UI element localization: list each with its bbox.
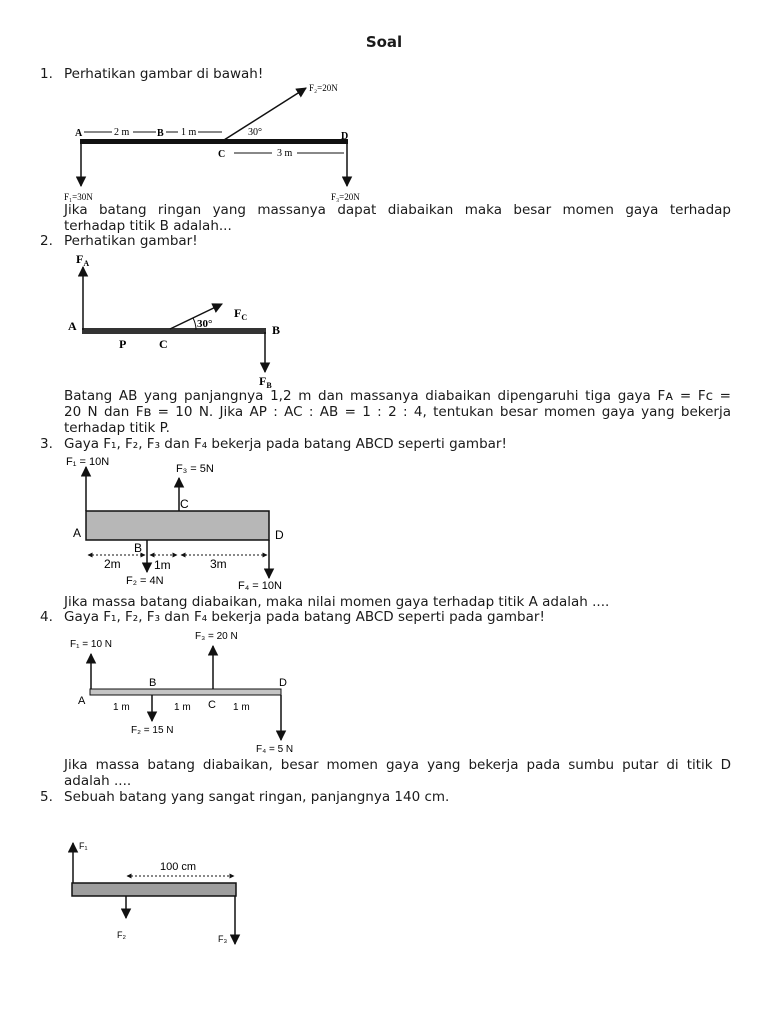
q1-figure bbox=[0, 75, 768, 205]
q3-f1-label: F₁ = 10N bbox=[66, 456, 110, 468]
q4-beam bbox=[90, 689, 281, 695]
q2-prompt: Perhatikan gambar! bbox=[64, 233, 198, 249]
q4-f3-label: F₃ = 20 N bbox=[195, 631, 238, 642]
q2-label-a: A bbox=[68, 319, 77, 333]
q4-label-b: B bbox=[149, 677, 157, 689]
q5-dist: 100 cm bbox=[160, 861, 197, 873]
q4-dist-1: 1 m bbox=[113, 702, 130, 713]
q1-f1-label: F₁=30N bbox=[64, 192, 93, 202]
q1-dist-ab: 2 m bbox=[114, 127, 130, 138]
q1-label-c: C bbox=[218, 149, 226, 160]
q3-label-b: B bbox=[134, 541, 143, 555]
q1-dist-cd: 3 m bbox=[277, 148, 293, 159]
q2-label-p: P bbox=[119, 337, 127, 351]
q3-prompt: Gaya F₁, F₂, F₃ dan F₄ bekerja pada batang ABCD seperti gambar! bbox=[64, 436, 507, 452]
q5-prompt: Sebuah batang yang sangat ringan, panjangnya 140 cm. bbox=[64, 789, 450, 805]
q2-figure bbox=[0, 245, 768, 390]
q2-beam bbox=[82, 328, 266, 334]
q3-label-d: D bbox=[275, 528, 284, 542]
q4-f4-label: F₄ = 5 N bbox=[256, 744, 294, 755]
q5-number: 5. bbox=[40, 789, 53, 805]
q5-f1-label: F₁ bbox=[79, 841, 88, 851]
q1-label-a: A bbox=[75, 128, 83, 139]
q2-fc-label: $F_C$ bbox=[234, 306, 248, 322]
q3-label-a: A bbox=[73, 526, 82, 540]
q1-number: 1. bbox=[40, 66, 53, 82]
q3-beam bbox=[86, 511, 269, 540]
q2-question-line3: terhadap titik P. bbox=[64, 420, 170, 436]
q2-fa-label: $F_A$ bbox=[76, 252, 90, 268]
q3-label-c: C bbox=[180, 497, 189, 511]
q1-f2-label: F₂=20N bbox=[309, 83, 338, 93]
q3-dist-2: 1m bbox=[154, 558, 171, 572]
q4-label-a: A bbox=[78, 695, 86, 707]
q1-question-line2: terhadap titik B adalah... bbox=[64, 218, 232, 234]
q4-label-d: D bbox=[279, 677, 287, 689]
q5-f2-label: F₂ bbox=[117, 930, 126, 940]
q2-label-c: C bbox=[159, 337, 168, 351]
q1-angle: 30° bbox=[248, 127, 262, 138]
q3-f3-label: F₃ = 5N bbox=[176, 463, 214, 475]
q2-question-line2: 20 N dan Fʙ = 10 N. Jika AP : AC : AB = 1 : 2 : 4, tentukan besar momen gaya yang bekerja bbox=[64, 404, 731, 420]
q2-label-b: B bbox=[272, 323, 281, 337]
q3-question-line1: Jika massa batang diabaikan, maka nilai momen gaya terhadap titik A adalah .... bbox=[64, 594, 610, 610]
q5-figure bbox=[0, 825, 768, 955]
q1-label-d: D bbox=[341, 131, 349, 142]
q4-number: 4. bbox=[40, 609, 53, 625]
q4-f2-label: F₂ = 15 N bbox=[131, 725, 174, 736]
page-title: Soal bbox=[365, 33, 403, 51]
q2-fb-label: $F_B$ bbox=[259, 374, 272, 390]
q4-label-c: C bbox=[208, 699, 216, 711]
q1-prompt: Perhatikan gambar di bawah! bbox=[64, 66, 264, 82]
q5-f3-label: F₃ bbox=[218, 934, 228, 944]
q4-dist-2: 1 m bbox=[174, 702, 191, 713]
q3-figure bbox=[0, 450, 768, 595]
q4-prompt: Gaya F₁, F₂, F₃ dan F₄ bekerja pada batang ABCD seperti pada gambar! bbox=[64, 609, 545, 625]
q1-question-line1: Jika batang ringan yang massanya dapat diabaikan maka besar momen gaya terhadap bbox=[64, 202, 731, 218]
q1-f3-label: F₃=20N bbox=[331, 192, 360, 202]
q3-dist-1: 2m bbox=[104, 557, 121, 571]
q2-number: 2. bbox=[40, 233, 53, 249]
q4-question-line2: adalah .... bbox=[64, 773, 132, 789]
q3-f4-label: F₄ = 10N bbox=[238, 580, 282, 592]
q1-f2-arrow bbox=[224, 88, 306, 140]
q4-figure bbox=[0, 625, 768, 757]
q3-number: 3. bbox=[40, 436, 53, 452]
q1-dist-bc: 1 m bbox=[181, 127, 197, 138]
q2-angle: 30° bbox=[197, 318, 213, 330]
q4-f1-label: F₁ = 10 N bbox=[70, 639, 113, 650]
q2-question-line1: Batang AB yang panjangnya 1,2 m dan massanya diabaikan dipengaruhi tiga gaya Fᴀ = Fᴄ = bbox=[64, 388, 731, 404]
q3-f2-label: F₂ = 4N bbox=[126, 575, 164, 587]
q5-beam bbox=[72, 883, 236, 896]
q1-label-b: B bbox=[157, 128, 164, 139]
q4-dist-3: 1 m bbox=[233, 702, 250, 713]
q4-question-line1: Jika massa batang diabaikan, besar momen gaya yang bekerja pada sumbu putar di titik D bbox=[64, 757, 731, 773]
q1-beam bbox=[80, 139, 348, 144]
q3-dist-3: 3m bbox=[210, 557, 227, 571]
